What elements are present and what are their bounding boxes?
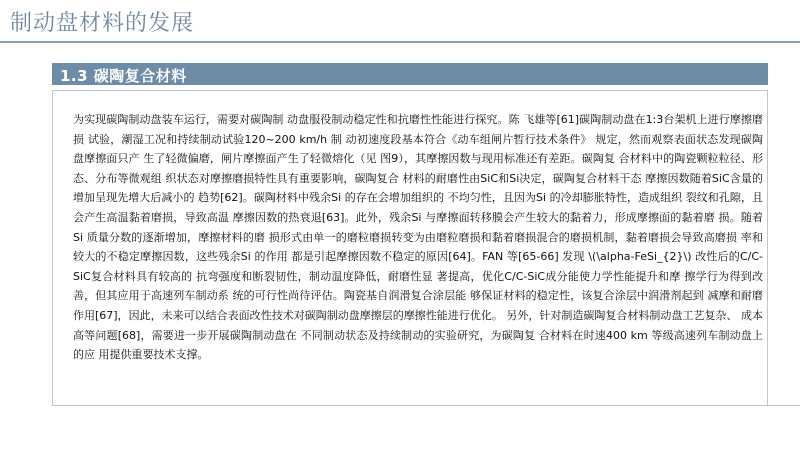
content-box	[52, 90, 768, 406]
bottom-divider	[765, 405, 800, 406]
section-header-bar	[52, 63, 768, 85]
title-divider	[0, 41, 800, 43]
section-title: 1.3 碳陶复合材料	[60, 67, 187, 85]
page-title: 制动盘材料的发展	[10, 11, 195, 36]
body-paragraph: 为实现碳陶制动盘装车运行，需要对碳陶制 动盘服役制动稳定性和抗磨性性能进行探究。陈 飞雄等[61]碳陶制动盘在1:3台架机上进行摩擦磨损 试验，潮湿工况和持续制动试验120~200 km/h 制 动初速度段基本符合《动车组闸片暂行技术条件》 规定，然而观察表面状态发现碳陶盘摩擦面只产 生了轻微偏磨，闸片摩擦面产生了轻微熔化（见 图9），其摩擦因数与现用标准还有差距。碳陶复 合材料中的陶瓷颗粒粒径、形态、分布等微观组 织状态对摩擦磨损特性具有重要影响，碳陶复合 材料的耐磨性由SiC和Si决定，碳陶复合材料干态 摩擦因数随着SiC含量的增加呈现先增大后减小的 趋势[62]。碳陶材料中残余Si 的存在会增加组织的 不均匀性，且因为Si 的冷却膨胀特性，造成组织 裂纹和孔隙，且会产生高温黏着磨损，导致高温 摩擦因数的热衰退[63]。此外，残余Si 与摩擦面转移膜会产生较大的黏着力，形成摩擦面的黏着磨 损。随着Si 质量分数的逐渐增加，摩擦材料的磨 损形式由单一的磨粒磨损转变为由磨粒磨损和黏着磨损混合的磨损机制，黏着磨损会导致高磨损 率和较大的不稳定摩擦因数，这些残余Si 的作用 都是引起摩擦因数不稳定的原因[64]。FAN 等[65-66] 发现 \(\alpha-FeSi_{2}\) 改性后的C/C-SiC复合材料具有较高的 抗弯强度和断裂韧性，制动温度降低，耐磨性显 著提高，优化C/C-SiC成分能使力学性能提升和摩 擦学行为得到改善，但其应用于高速列车制动系 统的可行性尚待评估。陶瓷基自润滑复合涂层能 够保证材料的稳定性，该复合涂层中润滑剂起到 减摩和耐磨作用[67]，因此，未来可以结合表面改性技术对碳陶制动盘摩擦层的摩擦性能进行优化。 另外，针对制造碳陶复合材料制动盘工艺复杂、 成本高等问题[68]，需要进一步开展碳陶制动盘在 不同制动状态及持续制动的实验研究，为碳陶复 合材料在时速400 km 等级高速列车制动盘上的应 用提供重要技术支撑。	[73, 113, 763, 362]
